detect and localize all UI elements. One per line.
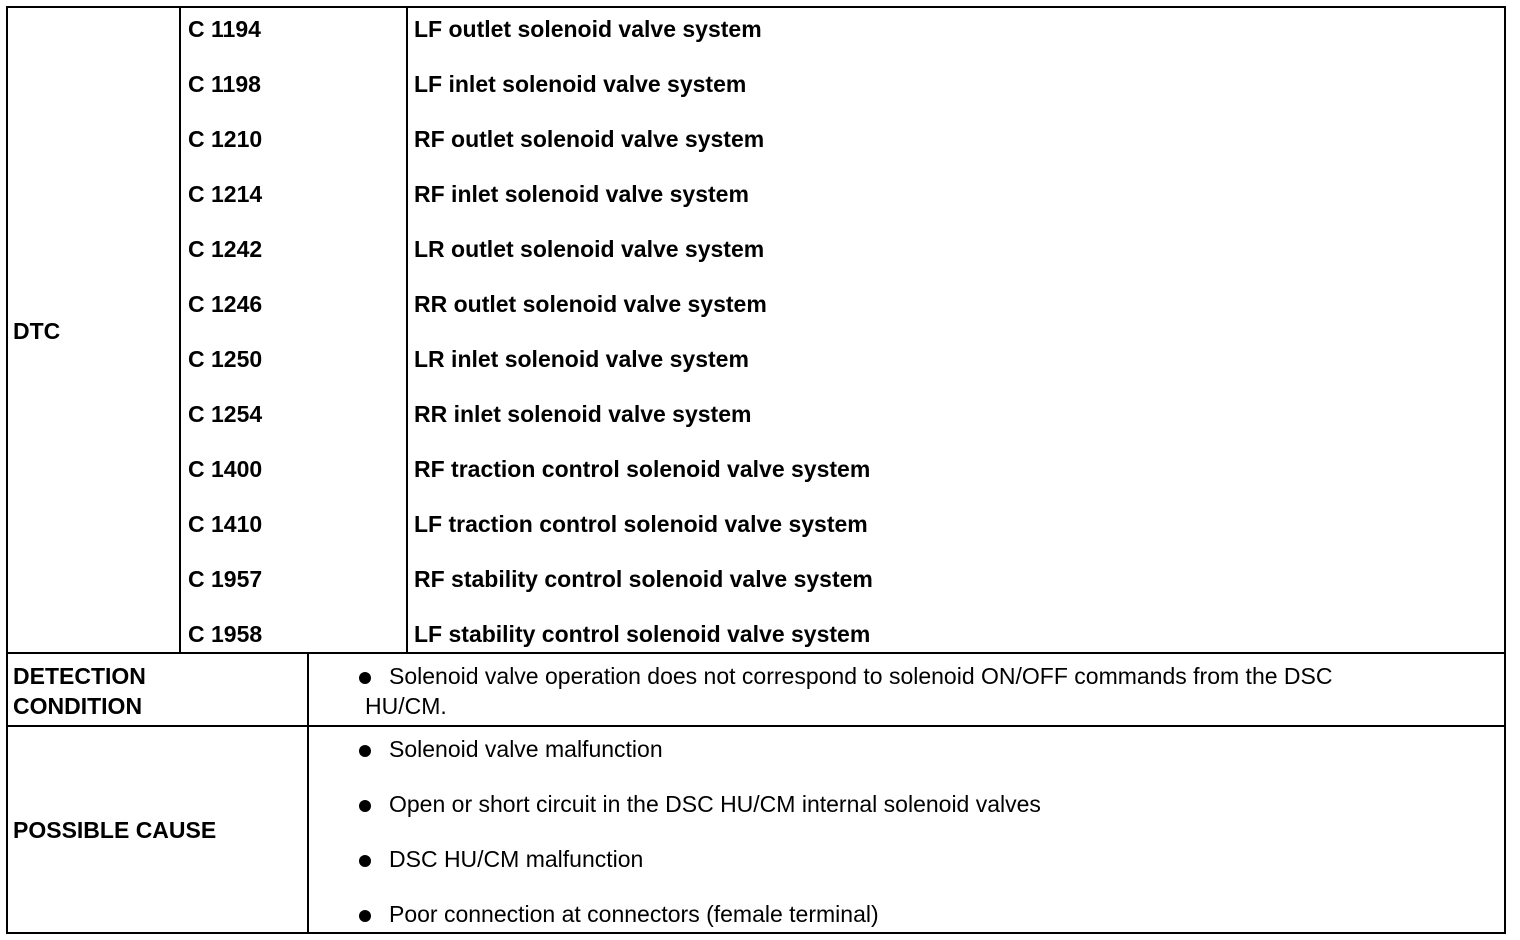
dtc-description: LF traction control solenoid valve system: [414, 511, 868, 537]
detection-condition-label-line1: DETECTION: [13, 663, 146, 689]
dtc-section-divider: [8, 652, 1504, 654]
bullet-icon: [359, 910, 371, 922]
bullet-icon: [359, 855, 371, 867]
possible-cause-item: Open or short circuit in the DSC HU/CM internal solenoid valves: [389, 791, 1041, 817]
dtc-description: RF stability control solenoid valve system: [414, 566, 873, 592]
possible-cause-label: POSSIBLE CAUSE: [13, 817, 217, 843]
dtc-code: C 1400: [188, 456, 263, 482]
dtc-code: C 1214: [188, 181, 263, 207]
label-column-divider: [307, 653, 309, 932]
dtc-description: LF inlet solenoid valve system: [414, 71, 747, 97]
possible-cause-item: Solenoid valve malfunction: [389, 736, 663, 762]
dtc-description: RR inlet solenoid valve system: [414, 401, 752, 427]
possible-cause-item: DSC HU/CM malfunction: [389, 846, 644, 872]
dtc-description: LF stability control solenoid valve system: [414, 621, 871, 647]
dtc-description: RF inlet solenoid valve system: [414, 181, 749, 207]
detection-condition-text-line1: Solenoid valve operation does not correspond to solenoid ON/OFF commands from the DSC: [389, 663, 1333, 689]
detection-condition-label-line2: CONDITION: [13, 693, 143, 719]
dtc-desc-column-divider: [406, 8, 408, 654]
dtc-code: C 1410: [188, 511, 263, 537]
dtc-label: DTC: [13, 318, 61, 344]
bullet-icon: [359, 800, 371, 812]
dtc-description: RF outlet solenoid valve system: [414, 126, 765, 152]
possible-cause-item: Poor connection at connectors (female terminal): [389, 901, 879, 927]
dtc-code: C 1250: [188, 346, 263, 372]
dtc-code: C 1194: [188, 16, 261, 42]
diagnostic-table: [6, 6, 1506, 934]
dtc-description: RF traction control solenoid valve system: [414, 456, 871, 482]
bullet-icon: [359, 745, 371, 757]
detection-condition-text-line2: HU/CM.: [365, 693, 447, 719]
dtc-code: C 1246: [188, 291, 263, 317]
dtc-description: LR inlet solenoid valve system: [414, 346, 749, 372]
detection-section-divider: [8, 725, 1504, 727]
dtc-code: C 1210: [188, 126, 263, 152]
dtc-description: LF outlet solenoid valve system: [414, 16, 762, 42]
dtc-code: C 1254: [188, 401, 263, 427]
dtc-code: C 1958: [188, 621, 263, 647]
dtc-description: LR outlet solenoid valve system: [414, 236, 765, 262]
dtc-description: RR outlet solenoid valve system: [414, 291, 767, 317]
dtc-code-column-divider: [179, 8, 181, 654]
dtc-code: C 1198: [188, 71, 261, 97]
dtc-code: C 1957: [188, 566, 263, 592]
dtc-code: C 1242: [188, 236, 263, 262]
bullet-icon: [359, 672, 371, 684]
